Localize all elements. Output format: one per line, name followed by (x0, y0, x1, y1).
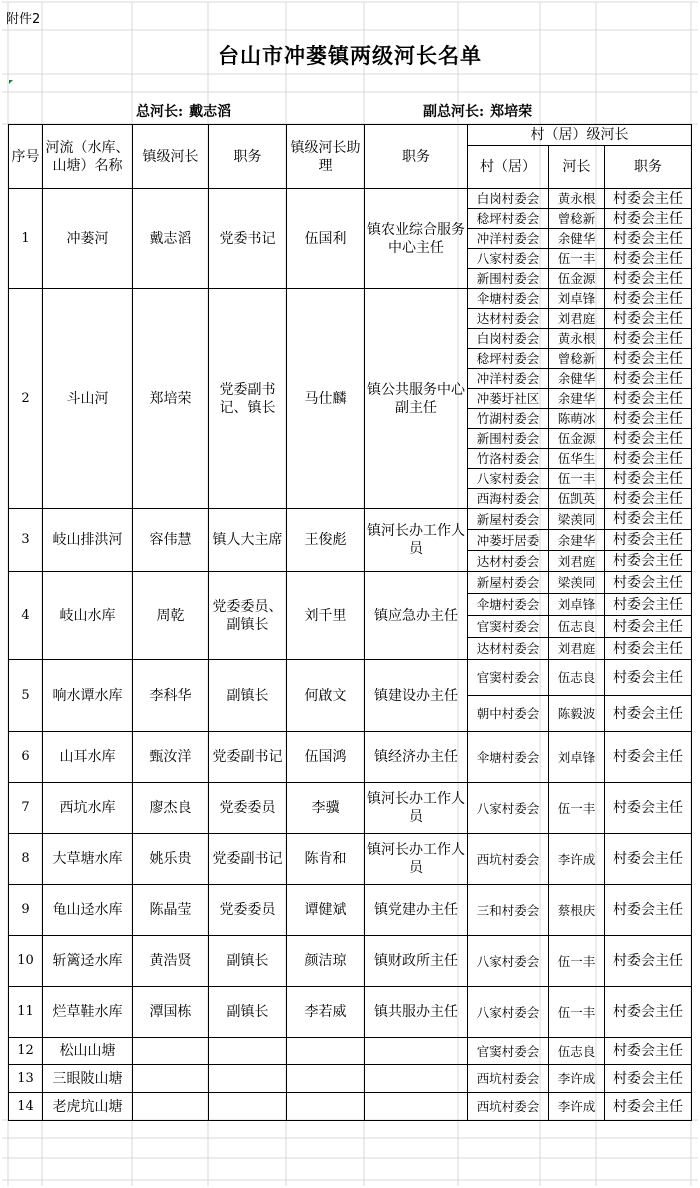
town-post-cell: 党委副书记 (209, 834, 287, 885)
seq-cell: 5 (9, 660, 43, 732)
header-village-chief: 河长 (549, 146, 605, 189)
table-body (9, 189, 692, 1121)
village-name-cell: 白岗村委会 (468, 329, 549, 349)
header-village: 村（居） (468, 146, 549, 189)
river-name-cell: 烂草鞋水库 (43, 987, 133, 1038)
town-post-cell: 副镇长 (209, 936, 287, 987)
header-seq: 序号 (9, 125, 43, 189)
village-chief-cell: 刘卓锋 (549, 732, 605, 783)
village-name-cell: 西坑村委会 (468, 1093, 549, 1121)
town-chief-cell: 廖杰良 (133, 783, 209, 834)
village-name-cell: 伞塘村委会 (468, 594, 549, 616)
town-chief-cell: 李科华 (133, 660, 209, 732)
village-name-cell: 官窦村委会 (468, 616, 549, 638)
assistant-cell: 马仕麟 (287, 289, 365, 509)
river-name-cell: 龟山迳水库 (43, 885, 133, 936)
village-name-cell: 三和村委会 (468, 885, 549, 936)
village-post-cell: 村委会主任 (605, 209, 692, 229)
assistant-post-cell (365, 1093, 468, 1121)
village-chief-cell: 李许成 (549, 1065, 605, 1093)
village-post-cell: 村委会主任 (605, 269, 692, 289)
chief-name: 戴志滔 (189, 104, 232, 120)
town-post-cell (209, 1093, 287, 1121)
village-chief-cell: 陈萌冰 (549, 409, 605, 429)
village-post-cell: 村委会主任 (605, 885, 692, 936)
village-name-cell: 伞塘村委会 (468, 289, 549, 309)
village-post-cell: 村委会主任 (605, 329, 692, 349)
town-post-cell (209, 1038, 287, 1065)
river-name-cell: 大草塘水库 (43, 834, 133, 885)
assistant-cell: 王俊彪 (287, 509, 365, 572)
village-post-cell: 村委会主任 (605, 489, 692, 509)
village-name-cell: 白岗村委会 (468, 189, 549, 209)
assistant-cell: 伍国鸿 (287, 732, 365, 783)
town-chief-cell: 陈晶莹 (133, 885, 209, 936)
village-name-cell: 达材村委会 (468, 638, 549, 660)
village-post-cell: 村委会主任 (605, 834, 692, 885)
village-chief-cell: 黄永根 (549, 189, 605, 209)
table-row (9, 1065, 692, 1093)
assistant-post-cell: 镇党建办主任 (365, 885, 468, 936)
village-post-cell: 村委会主任 (605, 551, 692, 572)
seq-cell: 11 (9, 987, 43, 1038)
assistant-post-cell: 镇共服办主任 (365, 987, 468, 1038)
seq-cell: 7 (9, 783, 43, 834)
village-post-cell: 村委会主任 (605, 616, 692, 638)
table-row (9, 660, 692, 696)
assistant-cell: 李骥 (287, 783, 365, 834)
village-post-cell: 村委会主任 (605, 229, 692, 249)
village-name-cell: 达材村委会 (468, 551, 549, 572)
village-chief-cell: 伍一丰 (549, 783, 605, 834)
village-post-cell: 村委会主任 (605, 572, 692, 594)
village-chief-cell: 伍一丰 (549, 936, 605, 987)
village-name-cell: 竹洛村委会 (468, 449, 549, 469)
town-post-cell: 党委委员 (209, 885, 287, 936)
river-name-cell: 山耳水库 (43, 732, 133, 783)
village-name-cell: 冲洋村委会 (468, 229, 549, 249)
deputy-label: 副总河长: (423, 104, 485, 120)
table-row (9, 1038, 692, 1065)
village-post-cell: 村委会主任 (605, 189, 692, 209)
assistant-cell (287, 1038, 365, 1065)
village-name-cell: 八家村委会 (468, 249, 549, 269)
town-chief-cell: 容伟慧 (133, 509, 209, 572)
village-chief-cell: 余健华 (549, 229, 605, 249)
village-chief-cell: 梁羡同 (549, 509, 605, 530)
village-name-cell: 八家村委会 (468, 936, 549, 987)
village-chief-cell: 刘君庭 (549, 309, 605, 329)
village-name-cell: 八家村委会 (468, 783, 549, 834)
header-town-post: 职务 (209, 125, 287, 189)
table-row (9, 1093, 692, 1121)
village-chief-cell: 伍志良 (549, 1038, 605, 1065)
town-post-cell (209, 1065, 287, 1093)
village-post-cell: 村委会主任 (605, 369, 692, 389)
village-name-cell: 官窦村委会 (468, 660, 549, 696)
village-chief-cell: 余建华 (549, 389, 605, 409)
assistant-post-cell: 镇河长办工作人员 (365, 509, 468, 572)
assistant-post-cell: 镇财政所主任 (365, 936, 468, 987)
village-chief-cell: 曾稔新 (549, 209, 605, 229)
village-name-cell: 稔坪村委会 (468, 349, 549, 369)
deputy-river-head (423, 101, 532, 121)
village-post-cell: 村委会主任 (605, 594, 692, 616)
river-name-cell: 松山山塘 (43, 1038, 133, 1065)
chief-label: 总河长: (136, 104, 184, 120)
assistant-cell: 伍国利 (287, 189, 365, 289)
assistant-post-cell (365, 1038, 468, 1065)
seq-cell: 10 (9, 936, 43, 987)
seq-cell: 6 (9, 732, 43, 783)
village-post-cell: 村委会主任 (605, 289, 692, 309)
village-post-cell: 村委会主任 (605, 389, 692, 409)
assistant-post-cell: 镇河长办工作人员 (365, 783, 468, 834)
village-name-cell: 西海村委会 (468, 489, 549, 509)
village-chief-cell: 余健华 (549, 369, 605, 389)
village-name-cell: 新屋村委会 (468, 509, 549, 530)
village-chief-cell: 伍志良 (549, 616, 605, 638)
village-chief-cell: 陈毅波 (549, 696, 605, 732)
header-row-1 (9, 125, 692, 146)
river-name-cell: 斩篱迳水库 (43, 936, 133, 987)
village-chief-cell: 蔡根庆 (549, 885, 605, 936)
header-assistant-post: 职务 (365, 125, 468, 189)
river-name-cell: 西坑水库 (43, 783, 133, 834)
town-post-cell: 党委书记 (209, 189, 287, 289)
village-chief-cell: 伍志良 (549, 660, 605, 696)
assistant-cell (287, 1065, 365, 1093)
village-chief-cell: 刘君庭 (549, 551, 605, 572)
village-chief-cell: 伍凯英 (549, 489, 605, 509)
town-post-cell: 镇人大主席 (209, 509, 287, 572)
village-name-cell: 西坑村委会 (468, 834, 549, 885)
table-row (9, 189, 692, 209)
village-post-cell: 村委会主任 (605, 660, 692, 696)
village-name-cell: 官窦村委会 (468, 1038, 549, 1065)
page-title: 台山市冲蒌镇两级河长名单 (218, 44, 482, 68)
town-post-cell: 党委委员、副镇长 (209, 572, 287, 660)
village-post-cell: 村委会主任 (605, 936, 692, 987)
village-post-cell: 村委会主任 (605, 509, 692, 530)
seq-cell: 9 (9, 885, 43, 936)
village-chief-cell: 伍一丰 (549, 249, 605, 269)
seq-cell: 12 (9, 1038, 43, 1065)
river-name-cell: 冲蒌河 (43, 189, 133, 289)
village-post-cell: 村委会主任 (605, 429, 692, 449)
assistant-cell: 何啟文 (287, 660, 365, 732)
assistant-cell: 颜洁琼 (287, 936, 365, 987)
assistant-post-cell: 镇应急办主任 (365, 572, 468, 660)
header-village-post: 职务 (605, 146, 692, 189)
town-post-cell: 党委副书记 (209, 732, 287, 783)
village-name-cell: 伞塘村委会 (468, 732, 549, 783)
deputy-name: 郑培荣 (490, 104, 533, 120)
town-chief-cell: 姚乐贵 (133, 834, 209, 885)
river-name-cell: 老虎坑山塘 (43, 1093, 133, 1121)
chief-river-head (136, 101, 231, 121)
assistant-post-cell: 镇经济办主任 (365, 732, 468, 783)
village-post-cell: 村委会主任 (605, 249, 692, 269)
village-chief-cell: 黄永根 (549, 329, 605, 349)
town-chief-cell (133, 1065, 209, 1093)
village-name-cell: 八家村委会 (468, 469, 549, 489)
village-post-cell: 村委会主任 (605, 638, 692, 660)
village-post-cell: 村委会主任 (605, 469, 692, 489)
assistant-post-cell: 镇公共服务中心副主任 (365, 289, 468, 509)
assistant-cell: 陈肯和 (287, 834, 365, 885)
assistant-cell (287, 1093, 365, 1121)
river-name-cell: 岐山排洪河 (43, 509, 133, 572)
header-river: 河流（水库、山塘）名称 (43, 125, 133, 189)
town-chief-cell (133, 1093, 209, 1121)
table-row (9, 732, 692, 783)
village-name-cell: 新屋村委会 (468, 572, 549, 594)
river-name-cell: 三眼陂山塘 (43, 1065, 133, 1093)
header-village-group: 村（居）级河长 (468, 125, 692, 146)
river-name-cell: 斗山河 (43, 289, 133, 509)
village-name-cell: 西坑村委会 (468, 1065, 549, 1093)
village-name-cell: 朝中村委会 (468, 696, 549, 732)
village-name-cell: 八家村委会 (468, 987, 549, 1038)
village-chief-cell: 李许成 (549, 1093, 605, 1121)
village-post-cell: 村委会主任 (605, 309, 692, 329)
table-row (9, 834, 692, 885)
town-chief-cell (133, 1038, 209, 1065)
town-chief-cell: 黄浩贤 (133, 936, 209, 987)
village-name-cell: 冲蒌圩居委 (468, 530, 549, 551)
seq-cell: 13 (9, 1065, 43, 1093)
village-post-cell: 村委会主任 (605, 349, 692, 369)
header-town-chief: 镇级河长 (133, 125, 209, 189)
header-assistant: 镇级河长助理 (287, 125, 365, 189)
town-chief-cell: 周乾 (133, 572, 209, 660)
village-name-cell: 冲洋村委会 (468, 369, 549, 389)
village-post-cell: 村委会主任 (605, 1093, 692, 1121)
village-name-cell: 稔坪村委会 (468, 209, 549, 229)
table-row (9, 783, 692, 834)
assistant-post-cell: 镇建设办主任 (365, 660, 468, 732)
village-post-cell: 村委会主任 (605, 1038, 692, 1065)
village-chief-cell: 刘君庭 (549, 638, 605, 660)
attachment-label: 附件2 (6, 12, 41, 27)
village-chief-cell: 余建华 (549, 530, 605, 551)
table-row (9, 936, 692, 987)
village-name-cell: 达材村委会 (468, 309, 549, 329)
table-row (9, 289, 692, 309)
village-post-cell: 村委会主任 (605, 987, 692, 1038)
seq-cell: 14 (9, 1093, 43, 1121)
village-chief-cell: 伍金源 (549, 269, 605, 289)
village-post-cell: 村委会主任 (605, 783, 692, 834)
town-chief-cell: 郑培荣 (133, 289, 209, 509)
town-chief-cell: 潭国栋 (133, 987, 209, 1038)
village-post-cell: 村委会主任 (605, 1065, 692, 1093)
village-chief-cell: 伍华生 (549, 449, 605, 469)
assistant-cell: 李若威 (287, 987, 365, 1038)
village-name-cell: 新围村委会 (468, 269, 549, 289)
town-chief-cell: 戴志滔 (133, 189, 209, 289)
town-chief-cell: 甄汝洋 (133, 732, 209, 783)
table-row (9, 987, 692, 1038)
seq-cell: 3 (9, 509, 43, 572)
seq-cell: 4 (9, 572, 43, 660)
village-name-cell: 竹湖村委会 (468, 409, 549, 429)
village-chief-cell: 刘卓锋 (549, 594, 605, 616)
river-name-cell: 响水谭水库 (43, 660, 133, 732)
assistant-cell: 谭健斌 (287, 885, 365, 936)
village-chief-cell: 刘卓锋 (549, 289, 605, 309)
cell-marker-icon (9, 80, 13, 84)
village-post-cell: 村委会主任 (605, 409, 692, 429)
town-post-cell: 副镇长 (209, 660, 287, 732)
village-chief-cell: 梁羡同 (549, 572, 605, 594)
village-name-cell: 冲蒌圩社区 (468, 389, 549, 409)
village-chief-cell: 伍金源 (549, 429, 605, 449)
seq-cell: 2 (9, 289, 43, 509)
village-chief-cell: 伍一丰 (549, 987, 605, 1038)
seq-cell: 1 (9, 189, 43, 289)
assistant-post-cell: 镇河长办工作人员 (365, 834, 468, 885)
village-post-cell: 村委会主任 (605, 732, 692, 783)
town-post-cell: 副镇长 (209, 987, 287, 1038)
table-row (9, 885, 692, 936)
village-name-cell: 新围村委会 (468, 429, 549, 449)
seq-cell: 8 (9, 834, 43, 885)
table-row (9, 572, 692, 594)
table-row (9, 509, 692, 530)
assistant-post-cell (365, 1065, 468, 1093)
assistant-post-cell: 镇农业综合服务中心主任 (365, 189, 468, 289)
village-post-cell: 村委会主任 (605, 696, 692, 732)
village-chief-cell: 曾稔新 (549, 349, 605, 369)
river-name-cell: 岐山水库 (43, 572, 133, 660)
river-chief-table (8, 124, 692, 1121)
village-chief-cell: 李许成 (549, 834, 605, 885)
assistant-cell: 刘千里 (287, 572, 365, 660)
town-post-cell: 党委副书记、镇长 (209, 289, 287, 509)
village-post-cell: 村委会主任 (605, 530, 692, 551)
village-chief-cell: 伍一丰 (549, 469, 605, 489)
town-post-cell: 党委委员 (209, 783, 287, 834)
village-post-cell: 村委会主任 (605, 449, 692, 469)
